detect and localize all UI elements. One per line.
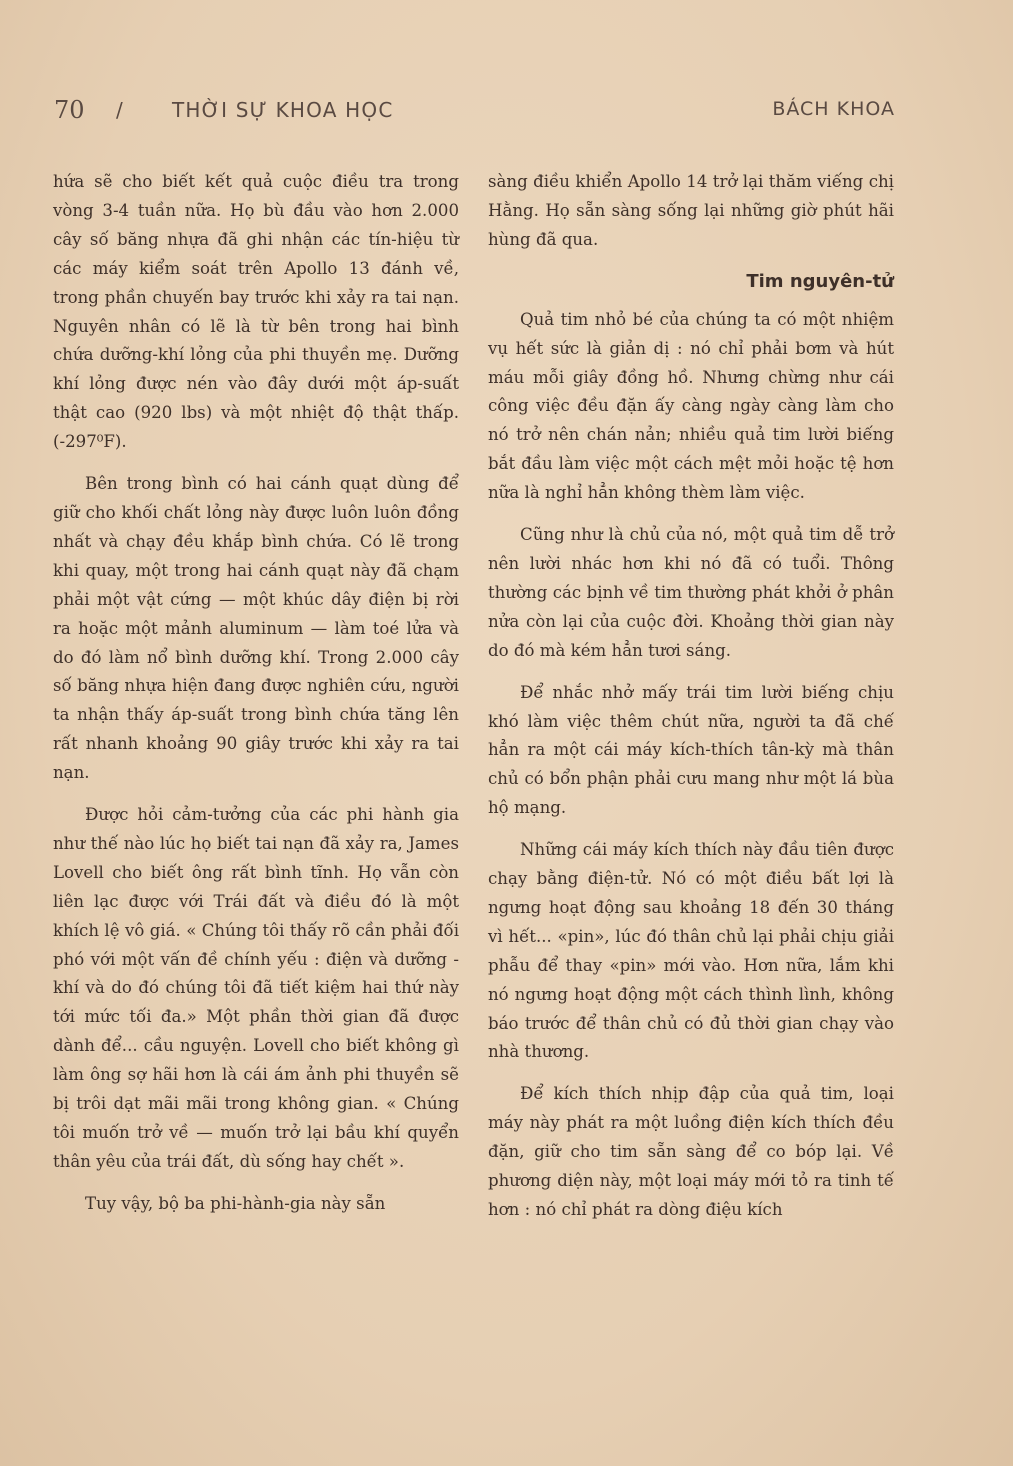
paragraph: Để kích thích nhịp đập của quả tim, loại máy này phát ra một luồng điện kích thích đều đặn, giữ cho tim sẵn sàng để co bóp lại. Về phương diện này, một loại máy mới tỏ ra tinh tế hơn : nó chỉ phát ra dòng điệu kích bbox=[488, 1084, 894, 1219]
paragraph: Quả tim nhỏ bé của chúng ta có một nhiệm vụ hết sức là giản dị : nó chỉ phải bơm và hút máu mỗi giây đồng hồ. Nhưng chừng như cái công việc đều đặn ấy càng ngày càng làm cho nó trở nên chán nản; nhiều quả tim lười biếng bắt đầu làm việc một cách mệt mỏi hoặc tệ hơn nữa là nghỉ hẳn không thèm làm việc. bbox=[488, 309, 894, 503]
page-number: 70 bbox=[54, 96, 85, 124]
paragraph: Những cái máy kích thích này đầu tiên được chạy bằng điện-tử. Nó có một điều bất lợi là ngưng hoạt động sau khoảng 18 đến 30 tháng vì hết... «pin», lúc đó thân chủ lại phải chịu giải phẫu để thay «pin» mới vào. Hơn nữa, lắm khi nó ngưng hoạt động một cách thình lình, không báo trước để thân chủ có đủ thời gian chạy vào nhà thương. bbox=[488, 840, 894, 1062]
right-column bbox=[488, 168, 894, 1238]
paragraph: Tuy vậy, bộ ba phi-hành-gia này sẵn bbox=[85, 1193, 386, 1213]
magazine-title: BÁCH KHOA bbox=[772, 98, 895, 120]
paragraph: Để nhắc nhở mấy trái tim lười biếng chịu khó làm việc thêm chút nữa, người ta đã chế hẳn ra một cái máy kích-thích tân-kỳ mà thân chủ có bổn phận phải cưu mang như một lá bùa hộ mạng. bbox=[488, 682, 894, 818]
paragraph: Cũng như là chủ của nó, một quả tim dễ trở nên lười nhác hơn khi nó đã có tuổi. Thông thường các bịnh về tim thường phát khởi ở phân nửa còn lại của cuộc đời. Khoảng thời gian này do đó mà kém hẳn tươi sáng. bbox=[488, 525, 894, 660]
paragraph: sàng điều khiển Apollo 14 trở lại thăm viếng chị Hằng. Họ sẵn sàng sống lại những giờ phút hãi hùng đã qua. bbox=[488, 172, 894, 249]
left-column bbox=[53, 168, 459, 1232]
paragraph: Được hỏi cảm-tưởng của các phi hành gia như thế nào lúc họ biết tai nạn đã xảy ra, James Lovell cho biết ông rất bình tĩnh. Họ vẫn còn liên lạc được với Trái đất và điều đó là một khích lệ vô giá. « Chúng tôi thấy rõ cần phải đối phó với một vấn đề chính yếu : điện và dưỡng - khí và do đó chúng tôi đã tiết kiệm hai thứ này tới mức tối đa.» Một phần thời gian đã được dành để... cầu nguyện. Lovell cho biết không gì làm ông sợ hãi hơn là cái ám ảnh phi thuyền sẽ bị trôi dạt mãi mãi trong không gian. « Chúng tôi muốn trở về — muốn trở lại bầu khí quyển thân yêu của trái đất, dù sống hay chết ». bbox=[53, 805, 459, 1171]
header-separator: / bbox=[116, 98, 123, 122]
page-header bbox=[54, 96, 895, 132]
paragraph: Bên trong bình có hai cánh quạt dùng để giữ cho khối chất lỏng này được luôn luôn đồng nhất và chạy đều khắp bình chứa. Có lẽ trong khi quay, một trong hai cánh quạt này đã chạm phải một vật cứng — một khúc dây điện bị rời ra hoặc một mảnh aluminum — làm toé lửa và do đó làm nổ bình dưỡng khí. Trong 2.000 cây số băng nhựa hiện đang được nghiên cứu, người ta nhận thấy áp-suất trong bình chứa tăng lên rất nhanh khoảng 90 giây trước khi xảy ra tai nạn. bbox=[53, 474, 459, 783]
article-heading: Tim nguyên-tử bbox=[746, 270, 894, 292]
section-title: THỜI SỰ KHOA HỌC bbox=[172, 98, 394, 122]
paragraph: hứa sẽ cho biết kết quả cuộc điều tra trong vòng 3-4 tuần nữa. Họ bù đầu vào hơn 2.000 cây số băng nhựa đã ghi nhận các tín-hiệu từ các máy kiểm soát trên Apollo 13 đánh về, trong phần chuyến bay trước khi xảy ra tai nạn. Nguyên nhân có lẽ là từ bên trong hai bình chứa dưỡng-khí lỏng của phi thuyền mẹ. Dưỡng khí lỏng được nén vào đây dưới một áp-suất thật cao (920 lbs) và một nhiệt độ thật thấp. (-297⁰F). bbox=[53, 172, 459, 452]
